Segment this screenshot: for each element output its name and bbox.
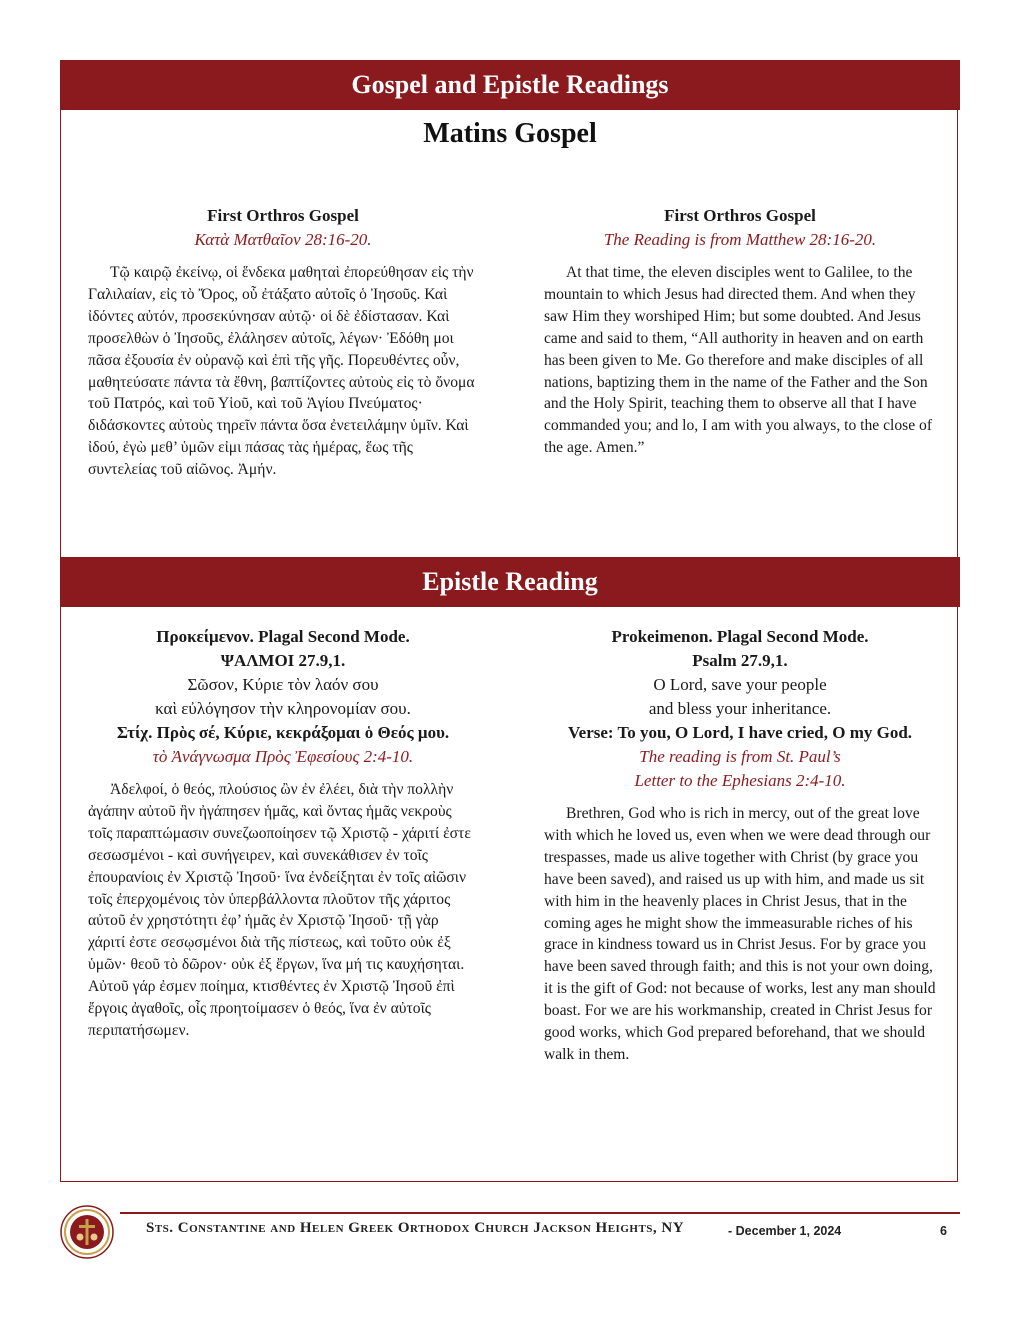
section-banner-epistle: Epistle Reading <box>60 557 960 607</box>
church-seal-icon <box>60 1205 114 1259</box>
matins-english-text: At that time, the eleven disciples went to Galilee, to the mountain to which Jesus had directed them. And when they saw Him they worshiped Him; but some doubted. And Jesus came and said to them, “All authority in heaven and on earth has been given to Me. Go therefore and make disciples of all nations, baptizing them in the name of the Father and the Son and the Holy Spirit, teaching them to observe all that I have commanded you; and lo, I am with you always, to the close of the age. Amen.” <box>544 264 933 457</box>
epistle-greek-verse-line1: Σῶσον, Κύριε τὸν λαόν σου <box>187 675 379 694</box>
matins-gospel-title: Matins Gospel <box>423 118 597 149</box>
epistle-greek-reference: τὸ Ἀνάγνωσμα Πρὸς Ἐφεσίους 2:4-10. <box>152 747 414 766</box>
matins-greek-column <box>88 204 478 481</box>
epistle-english-prokeimenon: Prokeimenon. Plagal Second Mode. <box>611 627 869 646</box>
epistle-english-reference-line1: The reading is from St. Paul’s <box>639 747 841 766</box>
section-banner-gospel-epistle: Gospel and Epistle Readings <box>60 60 960 110</box>
epistle-greek-column <box>88 625 478 1042</box>
epistle-english-heading-block <box>544 625 936 793</box>
epistle-greek-heading-block <box>88 625 478 769</box>
epistle-english-verse-line1: O Lord, save your people <box>653 675 827 694</box>
matins-greek-reference: Κατὰ Ματθαῖον 28:16-20. <box>194 230 372 249</box>
footer-rule <box>120 1212 960 1214</box>
footer-date: - December 1, 2024 <box>728 1224 842 1238</box>
epistle-greek-prokeimenon: Προκείμενον. Plagal Second Mode. <box>156 627 410 646</box>
epistle-greek-text: Ἀδελφοί, ὁ θεός, πλούσιος ὢν ἐν ἐλέει, διὰ τὴν πολλὴν ἀγάπην αὐτοῦ ἣν ἠγάπησεν ἡμᾶς, καὶ ὄντας ἡμᾶς νεκροὺς τοῖς παραπτώμασιν συνεζωοποίησεν τῷ Χριστῷ - χάριτί ἐστε σεσωσμένοι - καὶ συνήγειρεν, καὶ συνεκάθισεν ἐν τοῖς ἐπουρανίοις ἐν Χριστῷ Ἰησοῦ· ἵνα ἐνδείξηται ἐν τοῖς αἰῶσιν τοῖς ἐπερχομένοις τὸν ὑπερβάλλοντα πλοῦτον τῆς χάριτος αὐτοῦ ἐν χρηστότητι ἐφ’ ἡμᾶς ἐν Χριστῷ Ἰησοῦ· τῇ γὰρ χάριτί ἐστε σεσῳσμένοι διὰ τῆς πίστεως, καὶ τοῦτο οὐκ ἐξ ὑμῶν· θεοῦ τὸ δῶρον· οὐκ ἐξ ἔργων, ἵνα μή τις καυχήσηται. Αὐτοῦ γάρ ἐσμεν ποίημα, κτισθέντες ἐν Χριστῷ Ἰησοῦ ἐπὶ ἔργοις ἀγαθοῖς, οἷς προητοίμασεν ὁ θεός, ἵνα ἐν αὐτοῖς περιπατήσωμεν. <box>88 781 471 1039</box>
footer-church-name: Sts. Constantine and Helen Greek Orthodox Church Jackson Heights, NY <box>146 1220 685 1236</box>
matins-english-column <box>544 204 936 459</box>
epistle-english-reference-line2: Letter to the Ephesians 2:4-10. <box>634 771 846 790</box>
epistle-english-psalm: Psalm 27.9,1. <box>692 651 788 670</box>
epistle-english-column <box>544 625 936 1066</box>
epistle-english-verse-line2: and bless your inheritance. <box>648 699 832 718</box>
matins-greek-text: Τῷ καιρῷ ἐκείνῳ, οἱ ἕνδεκα μαθηταὶ ἐπορεύθησαν εἰς τὴν Γαλιλαίαν, εἰς τὸ Ὄρος, οὗ ἐτάξατο αὐτοῖς ὁ Ἰησοῦς. Καὶ ἰδόντες αὐτόν, προσεκύνησαν αὐτῷ· οἱ δὲ ἐδίστασαν. Καὶ προσελθὼν ὁ Ἰησοῦς, ἐλάλησεν αὐτοῖς, λέγων· Ἐδόθη μοι πᾶσα ἐξουσία ἐν οὐρανῷ καὶ ἐπὶ τῆς γῆς. Πορευθέντες οὖν, μαθητεύσατε πάντα τὰ ἔθνη, βαπτίζοντες αὐτοὺς εἰς τὸ ὄνομα τοῦ Πατρός, καὶ τοῦ Υἱοῦ, καὶ τοῦ Ἁγίου Πνεύματος· διδάσκοντες αὐτοὺς τηρεῖν πάντα ὅσα ἐνετειλάμην ὑμῖν. Καὶ ἰδού, ἐγὼ μεθ’ ὑμῶν εἰμι πάσας τὰς ἡμέρας, ἕως τῆς συντελείας τοῦ αἰῶνος. Ἀμήν. <box>88 264 475 479</box>
page-number: 6 <box>940 1224 947 1238</box>
epistle-english-text: Brethren, God who is rich in mercy, out of the great love with which he loved us, even when we were dead through our trespasses, made us alive together with Christ (by grace you have been saved), and raised us up with him, and made us sit with him in the heavenly places in Christ Jesus, that in the coming ages he might show the immeasurable riches of his grace in kindness toward us in Christ Jesus. For by grace you have been saved through faith; and this is not your own doing, it is the gift of God: not because of works, lest any man should boast. For we are his workmanship, created in Christ Jesus for good works, which God prepared beforehand, that we should walk in them. <box>544 805 936 1063</box>
epistle-greek-psalm: ΨΑΛΜΟΙ 27.9,1. <box>220 651 346 670</box>
epistle-english-verse: Verse: To you, O Lord, I have cried, O my God. <box>567 723 913 742</box>
matins-english-heading: First Orthros Gospel <box>664 206 816 225</box>
epistle-greek-stich: Στίχ. Πρὸς σέ, Κύριε, κεκράξομαι ὁ Θεός μου. <box>116 723 450 742</box>
matins-greek-heading-block <box>88 204 478 252</box>
matins-greek-heading: First Orthros Gospel <box>207 206 359 225</box>
matins-english-reference: The Reading is from Matthew 28:16-20. <box>603 230 877 249</box>
epistle-greek-verse-line2: καὶ εὐλόγησον τὴν κληρονομίαν σου. <box>155 699 411 718</box>
matins-english-heading-block <box>544 204 936 252</box>
